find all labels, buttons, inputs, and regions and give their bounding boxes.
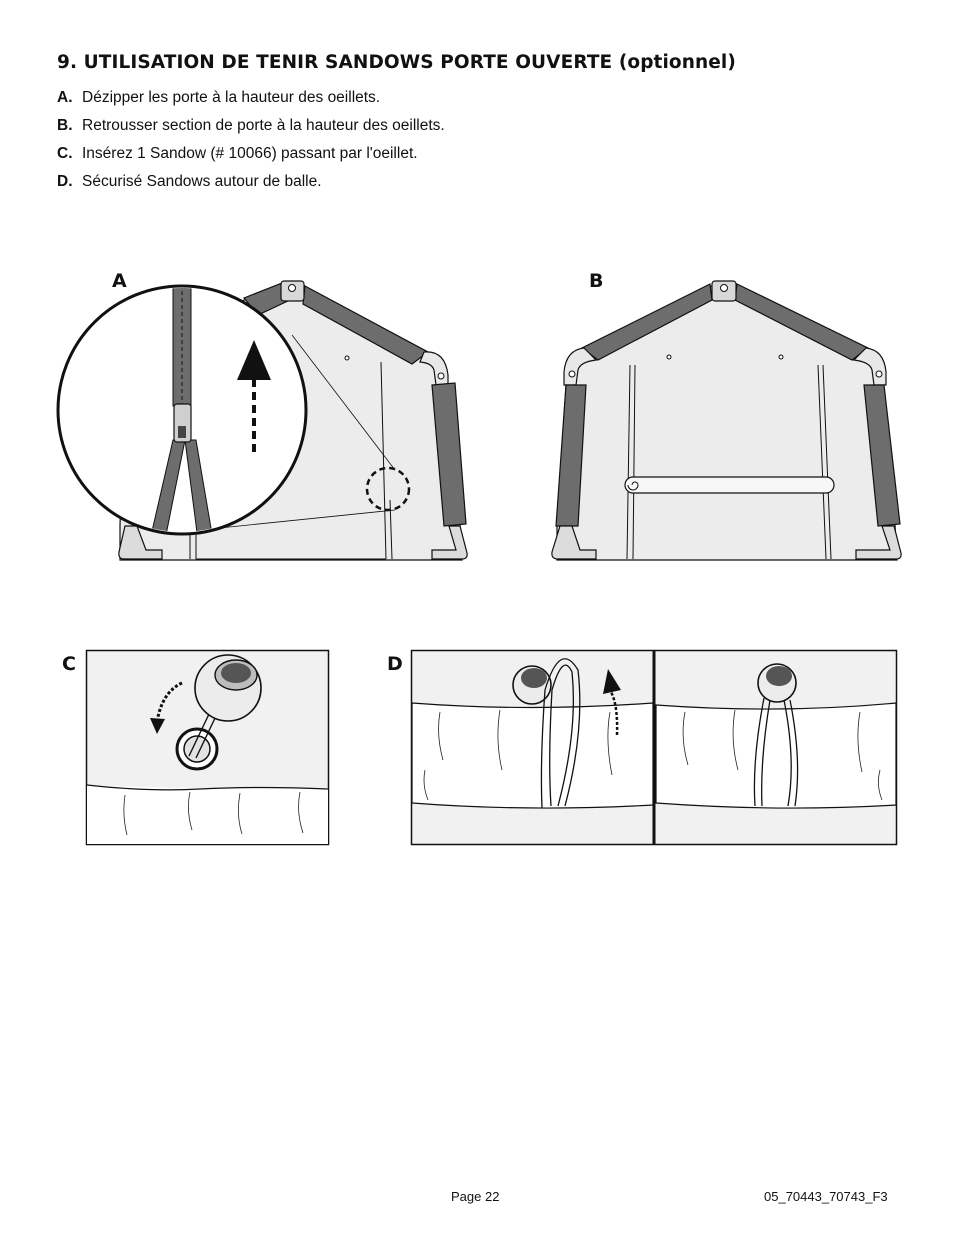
zipper-teeth [173, 284, 191, 406]
elbow-bolt [569, 371, 575, 377]
connector-bolt [289, 285, 296, 292]
grommet [779, 355, 783, 359]
step-a [57, 89, 445, 117]
connector-bolt [721, 285, 728, 292]
rolled-door [625, 477, 834, 493]
document-code: 05_70443_70743_F3 [764, 1189, 888, 1204]
step-text: Dézipper les porte à la hauteur des oeillets. [82, 89, 381, 106]
figure-label-c: C [62, 653, 76, 675]
step-b [57, 117, 445, 145]
step-c [57, 145, 445, 173]
step-d [57, 173, 445, 201]
step-letter: A. [57, 89, 73, 106]
grommet [345, 356, 349, 360]
figure-c-insert-sandow [85, 649, 331, 847]
figure-b-rolled-door [545, 270, 910, 570]
step-text: Sécurisé Sandows autour de balle. [82, 173, 322, 190]
step-letter: D. [57, 173, 73, 190]
zipper-pull [178, 426, 186, 438]
figure-d-secure-sandow [410, 649, 900, 847]
figure-a-unzip-door [50, 270, 480, 570]
section-heading: 9. UTILISATION DE TENIR SANDOWS PORTE OUVERTE (optionnel) [57, 52, 736, 73]
grommet [667, 355, 671, 359]
step-letter: B. [57, 117, 73, 134]
elbow-bolt [876, 371, 882, 377]
figure-label-a: A [112, 270, 127, 292]
elbow-bolt [438, 373, 444, 379]
step-letter: C. [57, 145, 73, 162]
page-number: Page 22 [451, 1189, 500, 1204]
step-text: Insérez 1 Sandow (# 10066) passant par l'oeillet. [82, 145, 418, 162]
figure-label-d: D [387, 653, 403, 675]
step-text: Retrousser section de porte à la hauteur des oeillets. [82, 117, 445, 134]
shelter-fabric [557, 286, 897, 560]
figure-label-b: B [589, 270, 604, 292]
rolled-door [656, 703, 896, 808]
instruction-list [57, 89, 445, 201]
